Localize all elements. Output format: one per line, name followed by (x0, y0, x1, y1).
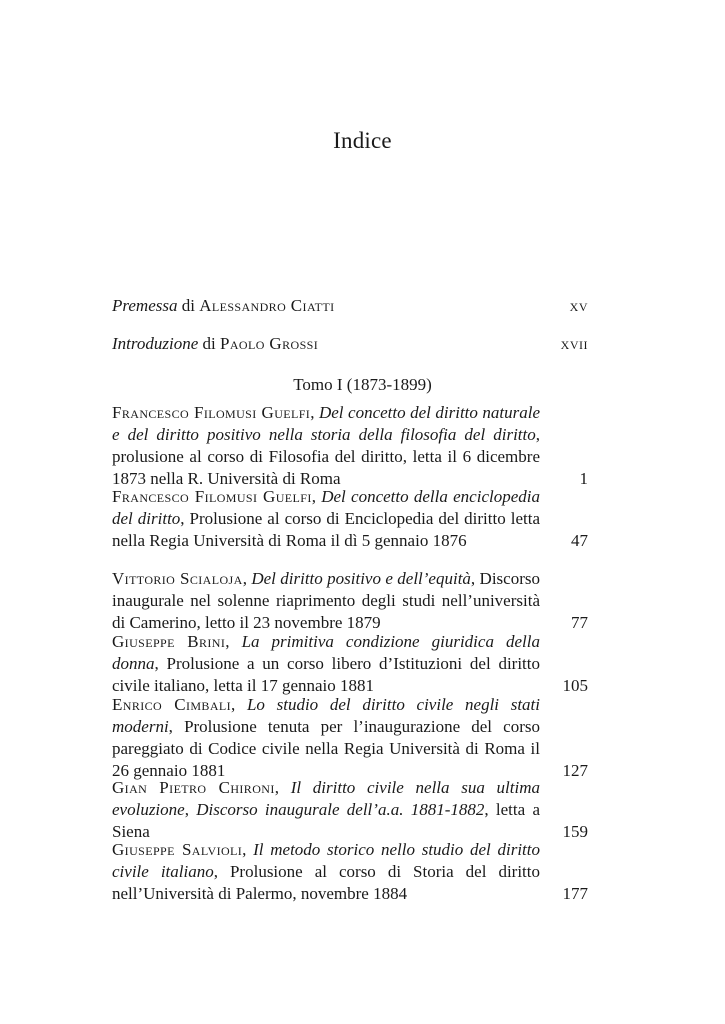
page-number: 1 (579, 469, 588, 488)
entry-text (112, 631, 588, 697)
entry-separator: , (310, 403, 319, 422)
toc-line (112, 568, 588, 634)
page-number: 177 (562, 884, 588, 903)
entry-text (112, 694, 588, 782)
page-number: 77 (571, 613, 588, 632)
toc-entry[interactable] (112, 839, 588, 905)
entry-text (112, 402, 588, 490)
toc-entry-introduzione[interactable] (112, 333, 588, 355)
toc-entry-premessa[interactable] (112, 295, 588, 317)
entry-author: Alessandro Ciatti (199, 296, 335, 315)
entry-separator: , (225, 632, 242, 651)
entry-author: Enrico Cimbali (112, 695, 232, 714)
toc-entry[interactable] (112, 777, 588, 843)
section-heading: Tomo I (1873-1899) (293, 375, 432, 394)
page-number: 47 (571, 531, 588, 550)
entry-connector: di (177, 296, 200, 315)
entry-title: Il diritto civile nella sua ultima evoluzione (112, 778, 540, 819)
toc-entry[interactable] (112, 694, 588, 782)
entry-description: , prolusione al corso di Filosofia del diritto, letta il 6 dicembre 1873 nella R. Università di Roma (112, 425, 540, 488)
entry-author: Gian Pietro Chironi (112, 778, 275, 797)
entry-description: , Prolusione tenuta per l’inaugurazione del corso pareggiato di Codice civile nella Regia Università di Roma il 26 gennaio 1881 (112, 717, 540, 780)
toc-line (112, 694, 588, 782)
entry-text (112, 777, 588, 843)
entry-author: Giuseppe Salvioli (112, 840, 243, 859)
toc-line (112, 295, 588, 317)
toc-entry[interactable] (112, 631, 588, 697)
entry-text (112, 568, 588, 634)
toc-line (112, 486, 588, 552)
entry-title: La primitiva condizione giuridica della donna (112, 632, 540, 673)
entry-text (112, 839, 588, 905)
page-title: Indice (333, 128, 392, 153)
entry-text (112, 486, 588, 552)
toc-entry[interactable] (112, 402, 588, 490)
entry-title: Il metodo storico nello studio del diritto civile italiano (112, 840, 540, 881)
entry-description: , Discorso inaugurale nel solenne riaprimento degli studi nell’università di Camerino, letto il 23 novembre 1879 (112, 569, 540, 632)
entry-author: Paolo Grossi (220, 334, 319, 353)
entry-title: Del diritto positivo e dell’equità (251, 569, 471, 588)
entry-author: Vittorio Scialoja (112, 569, 243, 588)
page-number: 159 (562, 822, 588, 841)
toc-line (112, 839, 588, 905)
toc-entry[interactable] (112, 568, 588, 634)
entry-title: Introduzione (112, 334, 199, 353)
entry-subtitle: Discorso inaugurale dell’a.a. 1881-1882 (196, 800, 485, 819)
toc-line (112, 333, 588, 355)
entry-author: Francesco Filomusi Guelfi (112, 487, 312, 506)
entry-author: Giuseppe Brini (112, 632, 226, 651)
entry-description: , letta a Siena (112, 800, 540, 841)
entry-separator: , (311, 487, 322, 506)
entry-connector: di (198, 334, 220, 353)
page-number: 105 (562, 676, 588, 695)
entry-title: Del concetto del diritto naturale e del diritto positivo nella storia della filosofia del diritto (112, 403, 540, 444)
entry-description: , Prolusione al corso di Enciclopedia del diritto letta nella Regia Università di Roma il dì 5 gennaio 1876 (112, 509, 540, 550)
entry-description: , Prolusione al corso di Storia del diritto nell’Università di Palermo, novembre 1884 (112, 862, 541, 903)
entry-title: Del concetto della enciclopedia del diritto (112, 487, 540, 528)
entry-description: , Prolusione a un corso libero d’Istituzioni del diritto civile italiano, letta il 17 gennaio 1881 (112, 654, 540, 695)
page-number: xv (569, 296, 588, 315)
toc-line (112, 402, 588, 490)
entry-separator: , (242, 840, 254, 859)
toc-line (112, 777, 588, 843)
entry-separator: , (231, 695, 247, 714)
toc-line (112, 631, 588, 697)
page-number: xvii (560, 334, 588, 353)
entry-separator: , (184, 800, 197, 819)
toc-entry[interactable] (112, 486, 588, 552)
entry-separator: , (274, 778, 291, 797)
entry-title: Lo studio del diritto civile negli stati moderni (112, 695, 540, 736)
entry-separator: , (242, 569, 252, 588)
page-number: 127 (562, 761, 588, 780)
entry-title: Premessa (112, 296, 178, 315)
entry-author: Francesco Filomusi Guelfi (112, 403, 311, 422)
